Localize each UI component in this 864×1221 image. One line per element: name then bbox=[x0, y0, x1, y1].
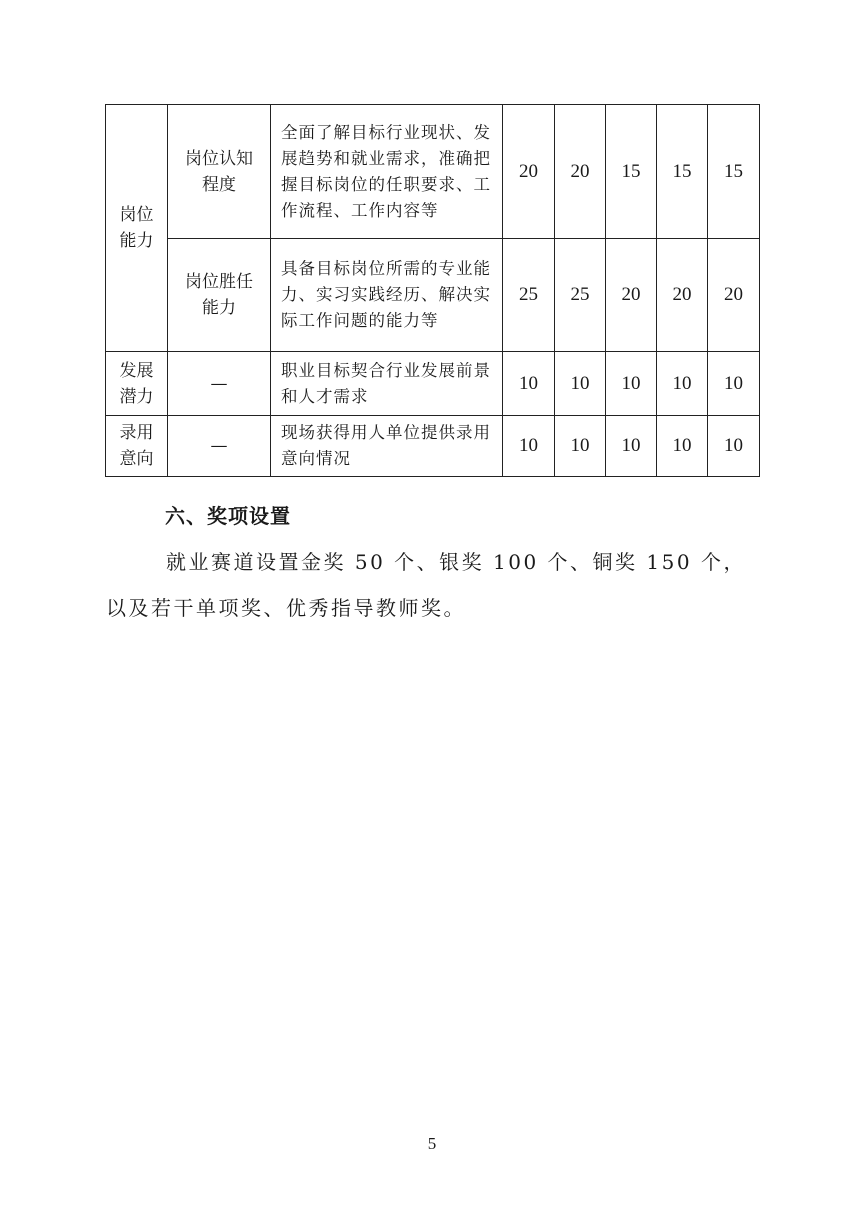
table-row bbox=[106, 416, 760, 477]
description-cell: 现场获得用人单位提供录用意向情况 bbox=[271, 416, 503, 477]
score-cell: 10 bbox=[708, 352, 760, 416]
description-cell: 全面了解目标行业现状、发展趋势和就业需求，准确把握目标岗位的任职要求、工作流程、工作内容等 bbox=[271, 105, 503, 239]
subcategory-cell: 岗位胜任能力 bbox=[168, 239, 271, 352]
score-cell: 20 bbox=[503, 105, 555, 239]
subcategory-cell: 岗位认知程度 bbox=[168, 105, 271, 239]
score-cell: 10 bbox=[657, 416, 708, 477]
score-cell: 10 bbox=[606, 352, 657, 416]
score-cell: 20 bbox=[606, 239, 657, 352]
score-cell: 10 bbox=[503, 416, 555, 477]
description-cell: 职业目标契合行业发展前景和人才需求 bbox=[271, 352, 503, 416]
score-cell: 15 bbox=[606, 105, 657, 239]
score-cell: 10 bbox=[657, 352, 708, 416]
score-cell: 10 bbox=[606, 416, 657, 477]
score-cell: 20 bbox=[657, 239, 708, 352]
subcategory-cell: — bbox=[168, 416, 271, 477]
score-cell: 25 bbox=[555, 239, 606, 352]
category-cell: 发展潜力 bbox=[106, 352, 168, 416]
score-cell: 20 bbox=[555, 105, 606, 239]
score-cell: 10 bbox=[555, 416, 606, 477]
score-cell: 10 bbox=[708, 416, 760, 477]
category-cell: 岗位能力 bbox=[106, 105, 168, 352]
score-cell: 20 bbox=[708, 239, 760, 352]
description-cell: 具备目标岗位所需的专业能力、实习实践经历、解决实际工作问题的能力等 bbox=[271, 239, 503, 352]
score-cell: 10 bbox=[555, 352, 606, 416]
table-row bbox=[106, 352, 760, 416]
table-row bbox=[106, 239, 760, 352]
page-number: 5 bbox=[427, 1134, 437, 1153]
body-line-2: 以及若干单项奖、优秀指导教师奖。 bbox=[106, 596, 466, 620]
body-line-1: 就业赛道设置金奖 50 个、银奖 100 个、铜奖 150 个， bbox=[166, 550, 746, 574]
score-cell: 25 bbox=[503, 239, 555, 352]
table-row bbox=[106, 105, 760, 239]
subcategory-cell: — bbox=[168, 352, 271, 416]
category-cell: 录用意向 bbox=[106, 416, 168, 477]
scoring-table bbox=[105, 104, 760, 477]
score-cell: 15 bbox=[657, 105, 708, 239]
score-cell: 10 bbox=[503, 352, 555, 416]
score-cell: 15 bbox=[708, 105, 760, 239]
section-heading: 六、奖项设置 bbox=[165, 504, 291, 528]
